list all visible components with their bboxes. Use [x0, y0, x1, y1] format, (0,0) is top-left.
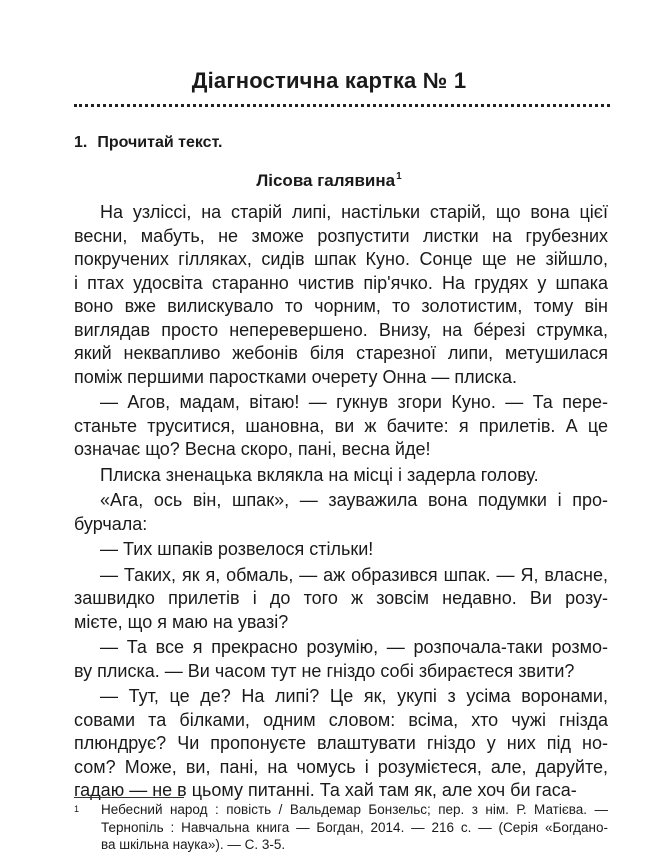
text-line: совами та білками, одним словом: всіма, хто чужі гнізда — [74, 709, 608, 730]
text-line: виглядав просто неперевершено. Внизу, на бе́резі струмка, — [74, 319, 608, 340]
footnote-line: Небесний народ : повість / Вальдемар Бонзельс; пер. з нім. Р. Матієва. — — [101, 802, 608, 817]
text-line: — Тут, це де? На липі? Це як, укупі з усіма воронами, — [100, 686, 608, 706]
footnote-divider — [74, 797, 184, 798]
text-line: і птах удосвіта старанно чистив пір'ячко. На грудях у шпака — [74, 272, 608, 293]
paragraph — [74, 636, 608, 683]
footnote-line: ва шкільна наука»). — С. 3-5. — [101, 837, 286, 852]
footnote-reference: 1 — [396, 171, 402, 182]
page-title: Діагностична картка № 1 — [191, 68, 467, 93]
paragraph — [74, 464, 608, 488]
footnote — [74, 801, 608, 854]
text-line: гадаю — не в цьому питанні. Та хай там як, але хоч би гаса- — [74, 780, 577, 800]
text-line: означає що? Весна скоро, пані, весна йде! — [74, 439, 431, 459]
text-title-label: Лісова галявина — [256, 171, 396, 190]
text-line: поміж першими паростками очерету Онна — плиска. — [74, 366, 517, 387]
text-line: станьте труситися, шановна, ви ж бачите: я прилетів. А це — [74, 415, 608, 436]
paragraph — [74, 538, 608, 562]
task-number: 1. — [74, 134, 88, 151]
paragraph — [74, 391, 608, 462]
text-line: мієте, що я маю на увазі? — [74, 611, 289, 632]
paragraph — [74, 564, 608, 635]
text-line: Плиска зненацька вклякла на місці і задерла голову. — [100, 464, 539, 485]
text-line: сом? Може, ви, пані, на чомусь і розумієтеся, але, даруйте, — [74, 756, 608, 777]
task-heading — [74, 134, 222, 152]
text-line: весни, мабуть, не зможе розпустити листки на грубезних — [74, 225, 608, 246]
text-line: зашвидко прилетів і до того ж зовсім недавно. Ви розу- — [74, 588, 608, 608]
text-line: — Тих шпаків розвелося стільки! — [100, 539, 374, 559]
paragraph — [74, 489, 608, 536]
footnote-mark: 1 — [74, 804, 80, 814]
text-title — [0, 171, 658, 191]
task-label: Прочитай текст. — [97, 134, 223, 151]
text-line: бурчала: — [74, 513, 148, 534]
text-line: — Агов, мадам, вітаю! — гукнув згори Куно. — Та пере- — [100, 392, 608, 412]
text-line: — Та все я прекрасно розумію, — розпочала-таки розмо- — [100, 637, 608, 657]
paragraph — [74, 201, 608, 389]
footnote-line: Тернопіль : Навчальна книга — Богдан, 2014. — 216 с. — (Серія «Богдано- — [101, 819, 608, 835]
paragraph — [74, 685, 608, 803]
text-line: ву плиска. — Ви часом тут не гніздо собі збираєтеся звити? — [74, 660, 575, 681]
text-line: воно вже вилискувало то чорним, то золотистим, тому він — [74, 296, 608, 316]
story-body — [74, 201, 608, 805]
text-line: — Таких, як я, обмаль, — аж образився шпак. — Я, власне, — [100, 564, 608, 585]
dotted-divider — [74, 104, 610, 107]
footnote-text — [101, 801, 608, 854]
text-line: покручених гілляках, сидів шпак Куно. Сонце ще не зійшло, — [74, 249, 608, 269]
text-line: «Ага, ось він, шпак», — зауважила вона подумки і про- — [100, 490, 608, 510]
text-line: плюндрує? Чи пропонуєте влаштувати гніздо у них під но- — [74, 733, 608, 753]
text-line: який неквапливо жебонів біля старезної липи, метушилася — [74, 343, 608, 363]
text-line: На узліссі, на старій липі, настільки старій, що вона цієї — [100, 202, 608, 222]
